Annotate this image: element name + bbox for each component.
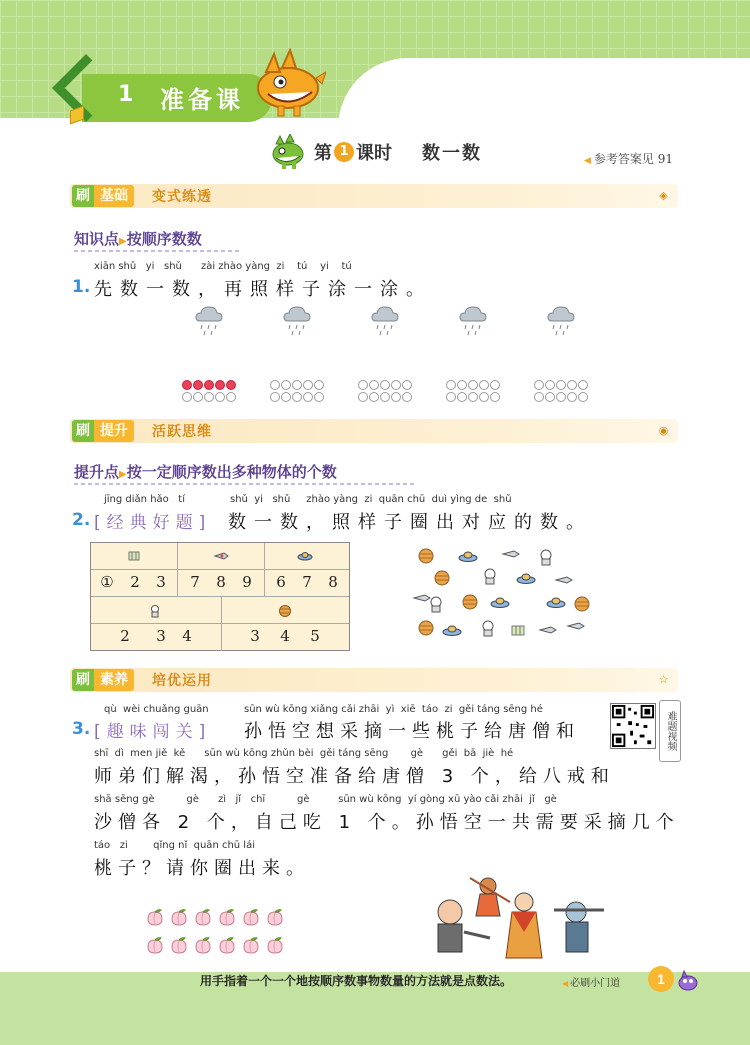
lesson-number-badge: 1 [334, 142, 354, 162]
section-label: 变式练透 [152, 189, 212, 205]
divider [74, 483, 414, 485]
q1-number: 1. [72, 277, 91, 297]
rocket-icon [213, 549, 229, 563]
count-circle[interactable] [303, 392, 313, 402]
q3-pinyin: sūn wù kōng xiǎng cǎi zhāi yì xiē táo zi gěi táng sēng hé [244, 704, 543, 715]
count-circle[interactable] [479, 392, 489, 402]
astronaut-icon [483, 621, 493, 636]
circle-grid [446, 380, 500, 402]
mascot-mini-icon [676, 970, 700, 992]
answer-reference[interactable]: ◀ 参考答案见 91 [584, 152, 674, 166]
rain-cloud-icon [546, 305, 576, 337]
lantern-icon [126, 549, 142, 563]
planet-icon [463, 595, 477, 609]
count-table [90, 542, 350, 651]
count-option[interactable]: 7 [190, 573, 200, 591]
count-option[interactable]: 4 [182, 627, 192, 645]
count-circle[interactable] [193, 392, 203, 402]
page-number: 1 [648, 966, 674, 992]
q1-pinyin: xiān shǔ yi shǔ zài zhào yàng zi tú yi tú [94, 261, 352, 272]
count-circle[interactable] [534, 380, 544, 390]
lesson-suffix: 课时 [356, 143, 392, 164]
count-circle[interactable] [578, 392, 588, 402]
mascot-icon [248, 48, 326, 118]
rain-cloud-icon [458, 305, 488, 337]
astronaut-icon [485, 569, 495, 584]
q3-line: 沙僧各 2 个，自己吃 1 个。孙悟空一共需要采摘几个 [94, 812, 680, 833]
q3-line: 师弟们解渴，孙悟空准备给唐僧 3 个，给八戒和 [94, 766, 615, 787]
q3-line: 孙悟空想采摘一些桃子给唐僧和 [244, 721, 580, 742]
q3-tag: [趣味闯关] [94, 722, 212, 742]
astronaut-icon [541, 550, 551, 565]
knowledge-point: 知识点▶按顺序数数 [74, 230, 202, 248]
count-circle[interactable] [204, 380, 214, 390]
circle-row [0, 380, 750, 406]
count-circle[interactable] [380, 380, 390, 390]
star-icon: ☆ [658, 673, 669, 686]
q2-number: 2. [72, 510, 91, 530]
count-circle[interactable] [193, 380, 203, 390]
count-circle[interactable] [545, 380, 555, 390]
peach-icon[interactable] [242, 936, 260, 954]
qr-label: 难题视频 [659, 700, 681, 762]
ufo-icon [459, 552, 477, 562]
count-option[interactable]: 8 [216, 573, 226, 591]
circle-grid [358, 380, 412, 402]
count-circle[interactable] [215, 392, 225, 402]
section-basic [70, 184, 678, 208]
space-objects-illustration [408, 546, 598, 646]
unit-title: 准备课 [160, 86, 244, 114]
divider [74, 250, 240, 252]
section-advanced [70, 419, 678, 443]
count-circle[interactable] [534, 392, 544, 402]
count-circle[interactable] [545, 392, 555, 402]
dinosaur-icon [268, 134, 310, 170]
ufo-icon [547, 598, 565, 608]
cube-icon: ◈ [659, 189, 668, 202]
count-circle[interactable] [479, 380, 489, 390]
count-circle[interactable] [303, 380, 313, 390]
count-circle[interactable] [270, 392, 280, 402]
lesson-title [268, 132, 482, 172]
rain-cloud-icon [282, 305, 312, 337]
sandy-figure [554, 902, 604, 952]
q2-pinyin: shǔ yi shǔ zhào yàng zi quān chū duì yìng de shǔ [230, 494, 512, 505]
count-option[interactable]: 2 [130, 573, 140, 591]
count-circle[interactable] [292, 380, 302, 390]
count-circle[interactable] [457, 380, 467, 390]
count-option[interactable]: 5 [310, 627, 320, 645]
count-circle[interactable] [457, 392, 467, 402]
count-option[interactable]: 3 [156, 627, 166, 645]
planet-icon [419, 549, 433, 563]
count-circle[interactable] [270, 380, 280, 390]
journey-characters-illustration [420, 872, 610, 960]
ufo-icon [443, 626, 461, 636]
section-tag: 刷 素养 [72, 669, 134, 691]
count-circle[interactable] [567, 380, 577, 390]
count-circle[interactable] [281, 392, 291, 402]
count-option[interactable]: 8 [328, 573, 338, 591]
peach-icon[interactable] [266, 936, 284, 954]
astronaut-icon [147, 604, 163, 618]
count-circle[interactable] [226, 392, 236, 402]
circle-grid [534, 380, 588, 402]
count-circle[interactable] [358, 392, 368, 402]
q2-tag-pinyin: jīng diǎn hǎo tí [104, 494, 186, 505]
peach-icon[interactable] [218, 936, 236, 954]
count-option[interactable]: 7 [302, 573, 312, 591]
peach-icon[interactable] [146, 936, 164, 954]
count-circle[interactable] [369, 392, 379, 402]
monkey-king-figure [470, 878, 510, 916]
rocket-icon [540, 627, 556, 633]
qr-code[interactable] [610, 703, 656, 749]
peach-icon[interactable] [266, 908, 284, 926]
planet-icon [419, 621, 433, 635]
lantern-icon [512, 626, 524, 635]
count-option[interactable]: 9 [242, 573, 252, 591]
footer-brand: ◀ 必刷小门道 [562, 978, 621, 989]
count-circle[interactable] [468, 392, 478, 402]
count-circle[interactable] [556, 392, 566, 402]
rocket-icon [556, 577, 572, 583]
count-circle[interactable] [314, 380, 324, 390]
planet-icon [277, 604, 293, 618]
count-circle[interactable] [446, 380, 456, 390]
section-tag: 刷 提升 [72, 420, 134, 442]
count-option[interactable]: 3 [250, 627, 260, 645]
q3-line: 桃子？请你圈出来。 [94, 858, 310, 879]
count-option[interactable]: ① [100, 573, 114, 591]
rain-cloud-icon [370, 305, 400, 337]
compass-icon: ◉ [658, 424, 669, 437]
ufo-icon [491, 598, 509, 608]
planet-icon [575, 597, 589, 611]
count-circle[interactable] [314, 392, 324, 402]
count-circle[interactable] [281, 380, 291, 390]
q2-tag: [经典好题] [94, 513, 212, 533]
peach-icon[interactable] [218, 908, 236, 926]
count-circle[interactable] [446, 392, 456, 402]
lesson-prefix: 第 [314, 143, 332, 164]
q1-text: 先数一数，再照样子涂一涂。 [94, 279, 432, 300]
count-circle[interactable] [182, 392, 192, 402]
q3-pinyin: shī dì men jiě kě sūn wù kōng zhǔn bèi gěi táng sēng gè gěi bā jiè hé [94, 748, 514, 759]
unit-number: 1 [118, 82, 134, 107]
tang-monk-figure [506, 893, 542, 958]
rocket-icon [414, 595, 430, 601]
count-circle[interactable] [490, 380, 500, 390]
section-tag: 刷 基础 [72, 185, 134, 207]
count-circle[interactable] [402, 392, 412, 402]
triangle-left-icon: ◀ [562, 979, 569, 988]
ufo-icon [517, 574, 535, 584]
peach-icon[interactable] [194, 936, 212, 954]
peach-icon[interactable] [146, 908, 164, 926]
count-circle[interactable] [468, 380, 478, 390]
q3-pinyin: shā sēng gè gè zì jǐ chī gè sūn wù kōng yí gòng xū yào cǎi zhāi jǐ gè [94, 794, 557, 805]
q3-number: 3. [72, 719, 91, 739]
count-circle[interactable] [226, 380, 236, 390]
count-option[interactable]: 2 [120, 627, 130, 645]
q3-tag-pinyin: qù wèi chuǎng guān [104, 704, 209, 715]
rocket-icon [568, 623, 584, 629]
count-circle[interactable] [292, 392, 302, 402]
count-circle[interactable] [215, 380, 225, 390]
count-circle[interactable] [490, 392, 500, 402]
count-circle[interactable] [182, 380, 192, 390]
cloud-row [0, 305, 750, 345]
count-option[interactable]: 6 [276, 573, 286, 591]
footer-tip: 用手指着一个一个地按顺序数事物数量的方法就是点数法。 [200, 974, 513, 988]
rain-cloud-icon [194, 305, 224, 337]
peach-icon[interactable] [170, 908, 188, 926]
peach-icon[interactable] [194, 908, 212, 926]
q3-pinyin: táo zi qǐng nǐ quān chū lái [94, 840, 255, 851]
peach-grid [146, 908, 296, 964]
count-circle[interactable] [567, 392, 577, 402]
peach-icon[interactable] [170, 936, 188, 954]
lesson-heading: 数一数 [422, 143, 482, 164]
count-option[interactable]: 4 [280, 627, 290, 645]
count-circle[interactable] [358, 380, 368, 390]
knowledge-point: 提升点▶按一定顺序数出多种物体的个数 [74, 463, 337, 481]
count-circle[interactable] [391, 380, 401, 390]
circle-grid [182, 380, 236, 402]
planet-icon [435, 571, 449, 585]
q2-text: 数一数，照样子圈出对应的数。 [228, 512, 592, 533]
count-circle[interactable] [391, 392, 401, 402]
rocket-icon [503, 551, 519, 557]
count-circle[interactable] [369, 380, 379, 390]
peach-icon[interactable] [242, 908, 260, 926]
section-label: 培优运用 [152, 673, 212, 689]
ufo-icon [297, 549, 313, 563]
count-circle[interactable] [402, 380, 412, 390]
count-circle[interactable] [204, 392, 214, 402]
section-literacy [70, 668, 678, 692]
count-circle[interactable] [578, 380, 588, 390]
count-option[interactable]: 3 [156, 573, 166, 591]
count-circle[interactable] [556, 380, 566, 390]
count-circle[interactable] [380, 392, 390, 402]
circle-grid [270, 380, 324, 402]
triangle-left-icon: ◀ [584, 156, 591, 166]
section-label: 活跃思维 [152, 424, 212, 440]
astronaut-icon [431, 597, 441, 612]
